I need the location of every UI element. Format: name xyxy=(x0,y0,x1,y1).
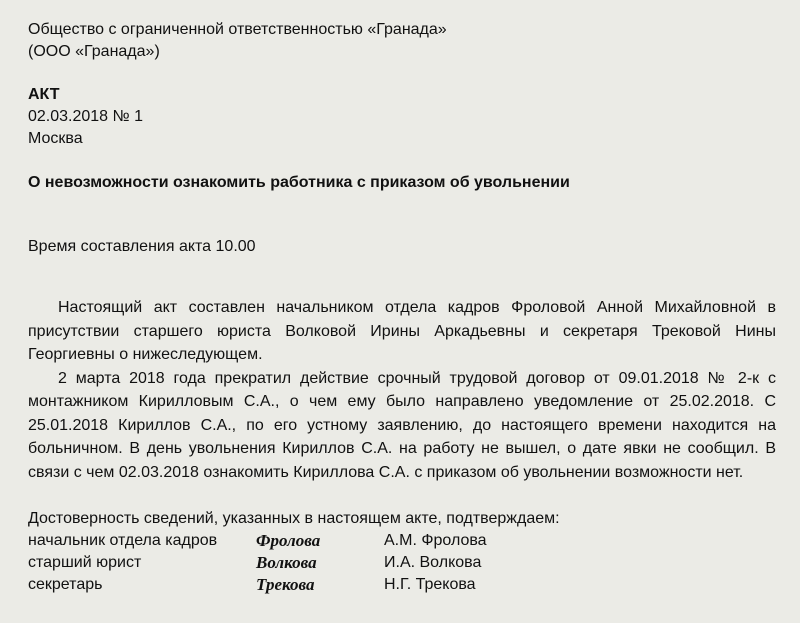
doc-body xyxy=(28,296,776,484)
handwritten-signature: Волкова xyxy=(256,553,317,572)
signatory-name: Н.Г. Трекова xyxy=(384,576,476,593)
signatory-name: И.А. Волкова xyxy=(384,554,482,571)
signature-row xyxy=(28,574,588,596)
org-full-name: Общество с ограниченной ответственностью «Гранада» xyxy=(28,21,447,38)
doc-title: О невозможности ознакомить работника с приказом об увольнении xyxy=(28,174,570,191)
body-paragraph: Настоящий акт составлен начальником отдела кадров Фроловой Анной Михайловной в присутствии старшего юриста Волковой Ирины Аркадьевны и секретаря Трековой Нины Георгиевны о нижеследующем. xyxy=(28,299,776,363)
signature-position: секретарь xyxy=(28,576,103,593)
confirmation-text: Достоверность сведений, указанных в настоящем акте, подтверждаем: xyxy=(28,510,560,527)
body-paragraph: 2 марта 2018 года прекратил действие срочный трудовой договор от 09.01.2018 № 2-к с монтажником Кирилловым С.А., о чем ему было направлено уведомление от 25.02.2018. С 25.01.2018 Кириллов С.А., по его устному заявлению, до настоящего времени находится на больничном. В день увольнения Кириллов С.А. на работу не вышел, о дате явки не сообщил. В связи с чем 02.03.2018 ознакомить Кириллова С.А. с приказом об увольнении возможности нет. xyxy=(28,369,776,481)
handwritten-signature: Трекова xyxy=(256,575,315,594)
org-short-name: (ООО «Гранада») xyxy=(28,43,160,60)
handwritten-signature: Фролова xyxy=(256,531,321,550)
signatory-name: А.М. Фролова xyxy=(384,532,487,549)
signature-row xyxy=(28,530,588,552)
signature-position: начальник отдела кадров xyxy=(28,532,218,549)
doc-time: Время составления акта 10.00 xyxy=(28,238,256,255)
doc-type: АКТ xyxy=(28,86,60,103)
signature-position: старший юрист xyxy=(28,554,142,571)
doc-date-number: 02.03.2018 № 1 xyxy=(28,108,144,125)
doc-city: Москва xyxy=(28,130,83,147)
signature-row xyxy=(28,552,588,574)
